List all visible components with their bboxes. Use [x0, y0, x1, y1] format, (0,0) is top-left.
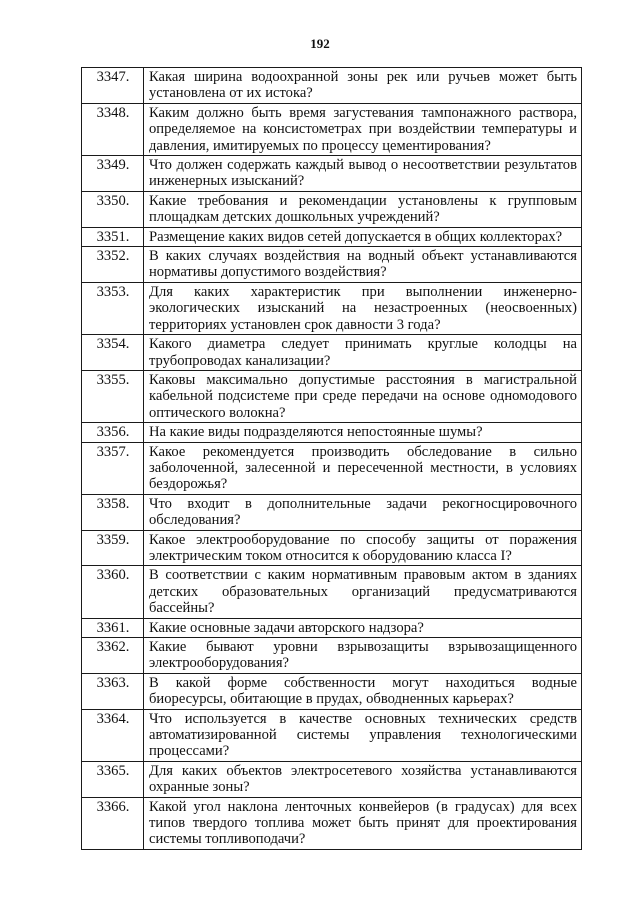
question-text: В соответствии с каким нормативным правовым актом в зданиях детских образовательных организаций предусматриваются бассейны? — [144, 566, 582, 618]
question-text: Какой угол наклона ленточных конвейеров (в градусах) для всех типов твердого топлива может быть принят для проектирования системы топливоподачи? — [144, 797, 582, 849]
table-row — [82, 335, 582, 371]
question-text: В каких случаях воздействия на водный объект устанавливаются нормативы допустимого воздействия? — [144, 247, 582, 283]
question-text: Для каких характеристик при выполнении инженерно-экологических изысканий на незастроенных (неосвоенных) территориях установлен срок давности 3 года? — [144, 282, 582, 334]
question-text: Какое электрооборудование по способу защиты от поражения электрическим током относится к оборудованию класса I? — [144, 530, 582, 566]
table-row — [82, 761, 582, 797]
table-row — [82, 423, 582, 442]
question-number: 3349. — [82, 156, 144, 192]
question-text: Какие бывают уровни взрывозащиты взрывозащищенного электрооборудования? — [144, 638, 582, 674]
question-number: 3353. — [82, 282, 144, 334]
question-number: 3347. — [82, 68, 144, 104]
question-text: Какое рекомендуется производить обследование в сильно заболоченной, залесенной и пересеченной местности, в условиях бездорожья? — [144, 442, 582, 494]
question-number: 3361. — [82, 618, 144, 637]
questions-table — [81, 67, 582, 850]
question-text: Размещение каких видов сетей допускается в общих коллекторах? — [144, 227, 582, 246]
question-number: 3354. — [82, 335, 144, 371]
table-row — [82, 530, 582, 566]
table-row — [82, 247, 582, 283]
question-text: Какого диаметра следует принимать круглые колодцы на трубопроводах канализации? — [144, 335, 582, 371]
question-number: 3358. — [82, 494, 144, 530]
question-number: 3362. — [82, 638, 144, 674]
page-number: 192 — [310, 36, 330, 51]
question-text: Какие основные задачи авторского надзора? — [144, 618, 582, 637]
question-number: 3355. — [82, 370, 144, 422]
table-row — [82, 227, 582, 246]
question-number: 3365. — [82, 761, 144, 797]
table-row — [82, 442, 582, 494]
table-row — [82, 68, 582, 104]
question-text: Какие требования и рекомендации установлены к групповым площадкам детских дошкольных учреждений? — [144, 191, 582, 227]
question-text: Что должен содержать каждый вывод о несоответствии результатов инженерных изысканий? — [144, 156, 582, 192]
question-number: 3352. — [82, 247, 144, 283]
question-text: В какой форме собственности могут находиться водные биоресурсы, обитающие в прудах, обводненных карьерах? — [144, 673, 582, 709]
table-row — [82, 566, 582, 618]
question-number: 3366. — [82, 797, 144, 849]
table-row — [82, 494, 582, 530]
question-number: 3364. — [82, 709, 144, 761]
table-row — [82, 282, 582, 334]
question-text: На какие виды подразделяются непостоянные шумы? — [144, 423, 582, 442]
table-row — [82, 191, 582, 227]
question-number: 3359. — [82, 530, 144, 566]
table-row — [82, 797, 582, 849]
question-text: Что используется в качестве основных технических средств автоматизированной системы управления технологическими процессами? — [144, 709, 582, 761]
table-row — [82, 673, 582, 709]
question-number: 3351. — [82, 227, 144, 246]
question-number: 3356. — [82, 423, 144, 442]
question-text: Что входит в дополнительные задачи рекогносцировочного обследования? — [144, 494, 582, 530]
question-number: 3363. — [82, 673, 144, 709]
table-row — [82, 370, 582, 422]
table-row — [82, 638, 582, 674]
question-number: 3350. — [82, 191, 144, 227]
table-row — [82, 156, 582, 192]
table-row — [82, 103, 582, 155]
question-text: Каковы максимально допустимые расстояния в магистральной кабельной подсистеме при среде передачи на основе одномодового оптического волокна? — [144, 370, 582, 422]
question-text: Для каких объектов электросетевого хозяйства устанавливаются охранные зоны? — [144, 761, 582, 797]
question-number: 3357. — [82, 442, 144, 494]
question-number: 3360. — [82, 566, 144, 618]
question-text: Каким должно быть время загустевания тампонажного раствора, определяемое на консистометрах при воздействии температуры и давления, имитируемых по процессу цементирования? — [144, 103, 582, 155]
table-row — [82, 709, 582, 761]
table-row — [82, 618, 582, 637]
question-text: Какая ширина водоохранной зоны рек или ручьев может быть установлена от их истока? — [144, 68, 582, 104]
question-number: 3348. — [82, 103, 144, 155]
